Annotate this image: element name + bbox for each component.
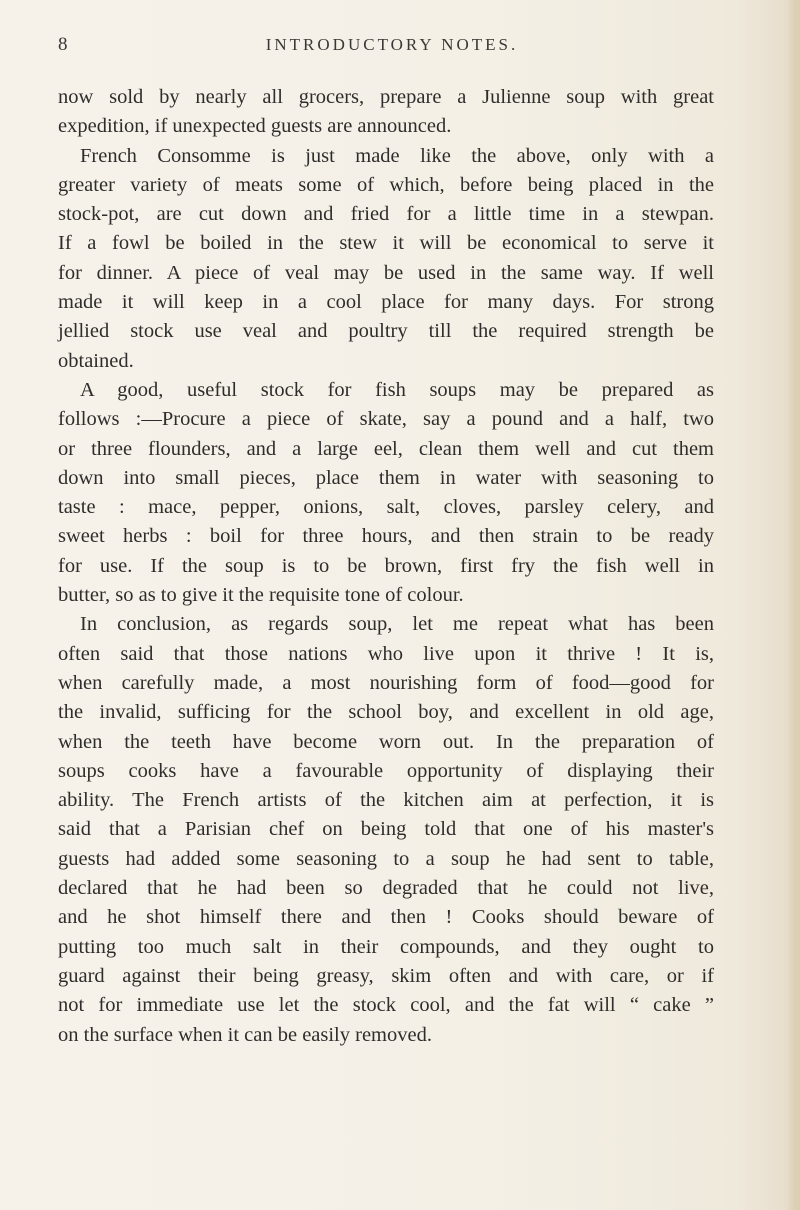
- text-line: sweet herbs : boil for three hours, and then strain to be ready: [58, 525, 714, 548]
- text-line: down into small pieces, place them in water with seasoning to: [58, 466, 714, 489]
- text-line: made it will keep in a cool place for many days. For strong: [58, 291, 714, 314]
- text-line: often said that those nations who live upon it thrive ! It is,: [58, 642, 714, 665]
- text-line: said that a Parisian chef on being told that one of his master's: [58, 818, 714, 841]
- text-line: follows :—Procure a piece of skate, say a pound and a half, two: [58, 408, 714, 431]
- text-line: A good, useful stock for fish soups may be prepared as: [80, 378, 714, 401]
- text-line: putting too much salt in their compounds, and they ought to: [58, 935, 714, 958]
- text-line: butter, so as to give it the requisite tone of colour.: [58, 584, 464, 607]
- text-line: jellied stock use veal and poultry till the required strength be: [58, 320, 714, 343]
- text-line: soups cooks have a favourable opportunity of displaying their: [58, 759, 714, 782]
- running-head: INTRODUCTORY NOTES.: [265, 35, 519, 54]
- text-line: now sold by nearly all grocers, prepare a Julienne soup with great: [58, 86, 714, 108]
- text-line: greater variety of meats some of which, before being placed in the: [58, 173, 714, 196]
- text-line: and he shot himself there and then ! Cooks should beware of: [58, 906, 714, 929]
- text-line: when the teeth have become worn out. In the preparation of: [58, 730, 714, 753]
- page-edge: [786, 0, 800, 1210]
- text-line: guard against their being greasy, skim often and with care, or if: [58, 964, 714, 987]
- page-number: 8: [58, 34, 69, 55]
- text-line: when carefully made, a most nourishing form of food—good for: [58, 671, 714, 694]
- text-line: declared that he had been so degraded that he could not live,: [58, 877, 714, 900]
- page-header: [58, 34, 726, 62]
- text-line: for use. If the soup is to be brown, first fry the fish well in: [58, 554, 714, 577]
- text-line: If a fowl be boiled in the stew it will be economical to serve it: [58, 232, 714, 255]
- text-line: on the surface when it can be easily removed.: [58, 1023, 432, 1046]
- text-line: or three flounders, and a large eel, clean them well and cut them: [58, 437, 714, 460]
- text-line: French Consomme is just made like the above, only with a: [80, 144, 714, 167]
- text-line: obtained.: [58, 349, 134, 372]
- text-line: guests had added some seasoning to a soup he had sent to table,: [58, 847, 714, 870]
- text-line: for dinner. A piece of veal may be used in the same way. If well: [58, 261, 714, 284]
- text-line: not for immediate use let the stock cool, and the fat will “ cake ”: [58, 994, 714, 1017]
- body-text: [58, 83, 714, 1050]
- text-line: the invalid, sufficing for the school boy, and excellent in old age,: [58, 701, 714, 724]
- text-line: ability. The French artists of the kitchen aim at perfection, it is: [58, 789, 714, 812]
- text-line: In conclusion, as regards soup, let me repeat what has been: [80, 613, 714, 636]
- text-line: stock-pot, are cut down and fried for a little time in a stewpan.: [58, 203, 714, 226]
- text-line: taste : mace, pepper, onions, salt, cloves, parsley celery, and: [58, 496, 714, 519]
- text-line: expedition, if unexpected guests are announced.: [58, 115, 452, 138]
